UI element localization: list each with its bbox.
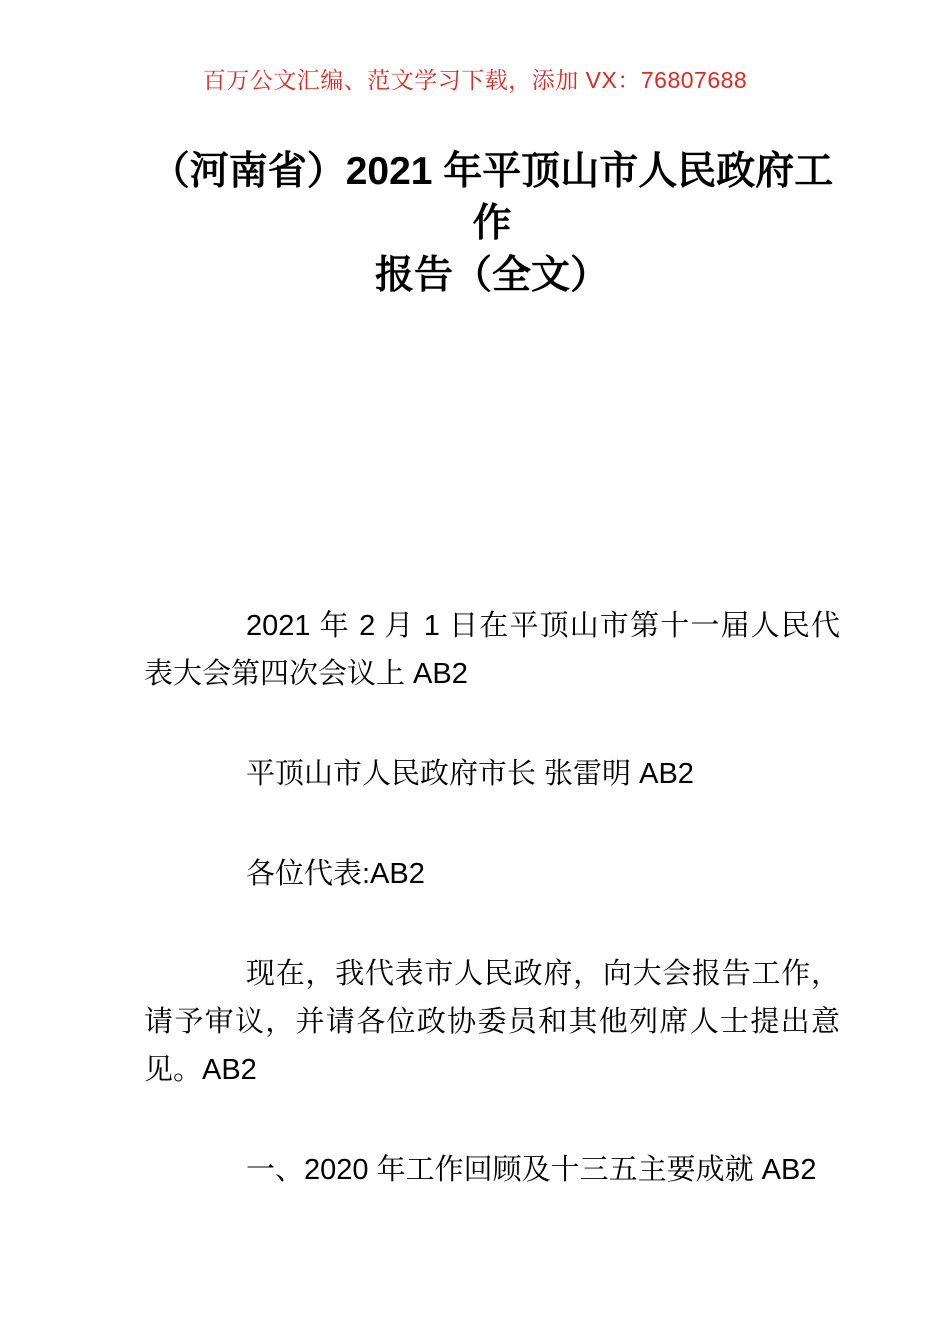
paragraph-section-heading: 一、2020 年工作回顾及十三五主要成就 AB2 bbox=[246, 1154, 817, 1186]
paragraph-opening: 现在，我代表市人民政府，向大会报告工作，请予审议，并请各位政协委员和其他列席人士提出意见。AB2 bbox=[144, 958, 840, 1086]
document-title bbox=[144, 146, 840, 302]
watermark-banner: 百万公文汇编、范文学习下载，添加 VX：76807688 bbox=[202, 67, 748, 93]
document-title-line1: （河南省）2021 年平顶山市人民政府工作 bbox=[150, 150, 834, 245]
document-content bbox=[0, 146, 950, 1194]
document-body bbox=[144, 602, 840, 1194]
paragraph-speaker: 平顶山市人民政府市长 张雷明 AB2 bbox=[246, 758, 694, 790]
paragraph-salutation: 各位代表:AB2 bbox=[246, 858, 425, 890]
paragraph-meeting-info: 2021 年 2 月 1 日在平顶山市第十一届人民代表大会第四次会议上 AB2 bbox=[144, 610, 840, 690]
document-title-line2: 报告（全文） bbox=[374, 254, 609, 297]
